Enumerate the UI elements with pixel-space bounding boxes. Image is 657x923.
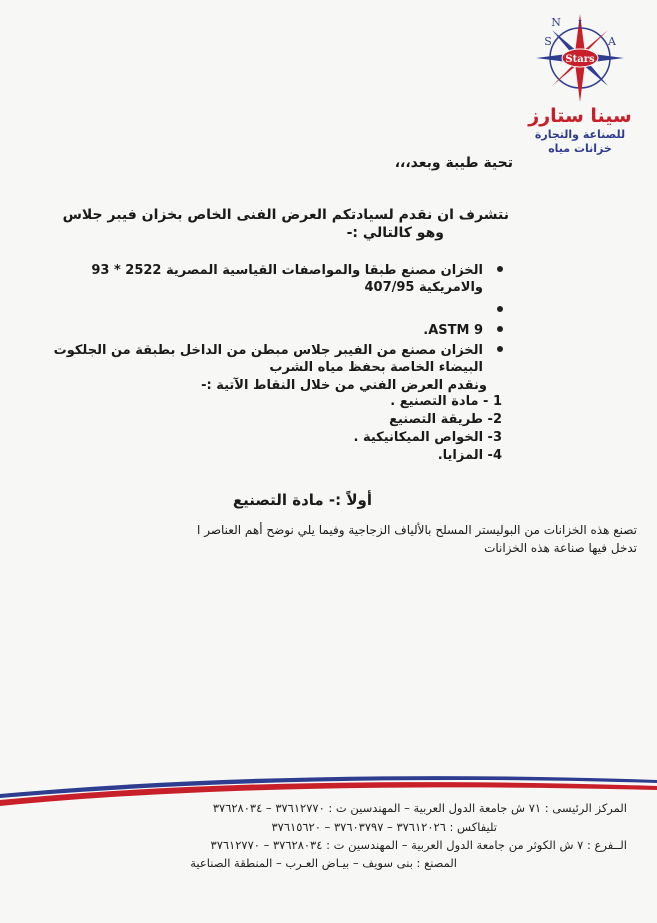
list-item [45, 322, 505, 339]
company-logo [520, 12, 640, 155]
list-item [45, 302, 505, 319]
logo-letter-right: A [608, 35, 616, 48]
list-item: 4- المزايا. [437, 448, 502, 463]
footer-telefax: تليفاكس : ٣٧٦١٢٠٢٦ – ٣٧٦٠٣٧٩٧ – ٣٧٦١٥٦٢٠ [271, 820, 497, 834]
section-title: أولاً :- مادة التصنيع [232, 491, 372, 509]
logo-letter-bottom: N [551, 16, 561, 29]
bullet-icon [497, 326, 503, 332]
logo-subtitle-1: للصناعة والتجارة [534, 128, 626, 141]
body-line-2: تدخل فيها صناعة هذه الخزانات [484, 541, 637, 555]
offer-intro: ونقدم العرض الفني من خلال النقاط الآتية :- [201, 378, 487, 393]
logo-subtitle-2: خزانات مياه [548, 142, 612, 155]
body-line-1: تصنع هذه الخزانات من البوليستر المسلح بالألياف الزجاجية وفيما يلي نوضح أهم العناصر ا [197, 523, 637, 537]
logo-company-name: سينا ستارز [528, 105, 632, 127]
logo-letter-left: S [544, 35, 552, 48]
footer-factory: المصنع : بنى سويف – بيـاض العـرب – المنطقة الصناعية [190, 856, 457, 870]
bullet-icon [497, 306, 503, 312]
list-item: 2- طريقة التصنيع [389, 412, 502, 427]
list-item [45, 262, 505, 298]
bullet-text: الخزان مصنع طبقا والمواصفات القياسية المصرية 2522 * 93 والامريكية 407/95 [91, 263, 483, 295]
bullet-icon [497, 266, 503, 272]
bullet-icon [497, 346, 503, 352]
logo-badge: Stars [565, 54, 595, 65]
footer-head-office: المركز الرئيسى : ٧١ ش جامعة الدول العربية – المهندسين ت : ٣٧٦١٢٧٧٠ – ٣٧٦٢٨٠٣٤ [212, 801, 627, 815]
list-item: 3- الخواص الميكانيكية . [353, 430, 502, 445]
offer-points-list [354, 393, 503, 465]
list-item: 1 - مادة التصنيع . [390, 394, 502, 409]
logo-letter-top: I [577, 18, 583, 31]
compass-star-icon [534, 12, 626, 104]
bullet-text: ASTM 9. [423, 323, 483, 338]
intro-line-1: نتشرف ان نقدم لسيادتكم العرض الفنى الخاص بخزان فيبر جلاس [62, 207, 509, 223]
bullet-text: الخزان مصنع من الفيبر جلاس مبطن من الداخل بطبقة من الجلكوت البيضاء الخاصة بحفظ مياه الشرب [53, 343, 483, 375]
footer-branch: الــفرع : ٧ ش الكوثر من جامعة الدول العربية – المهندسين ت : ٣٧٦٢٨٠٣٤ – ٣٧٦١٢٧٧٠ [210, 838, 627, 852]
spec-bullet-list [45, 262, 505, 379]
intro-line-2: وهو كالتالي :- [346, 225, 444, 241]
greeting: تحية طيبة وبعد،،، [394, 155, 513, 171]
list-item [45, 342, 505, 376]
